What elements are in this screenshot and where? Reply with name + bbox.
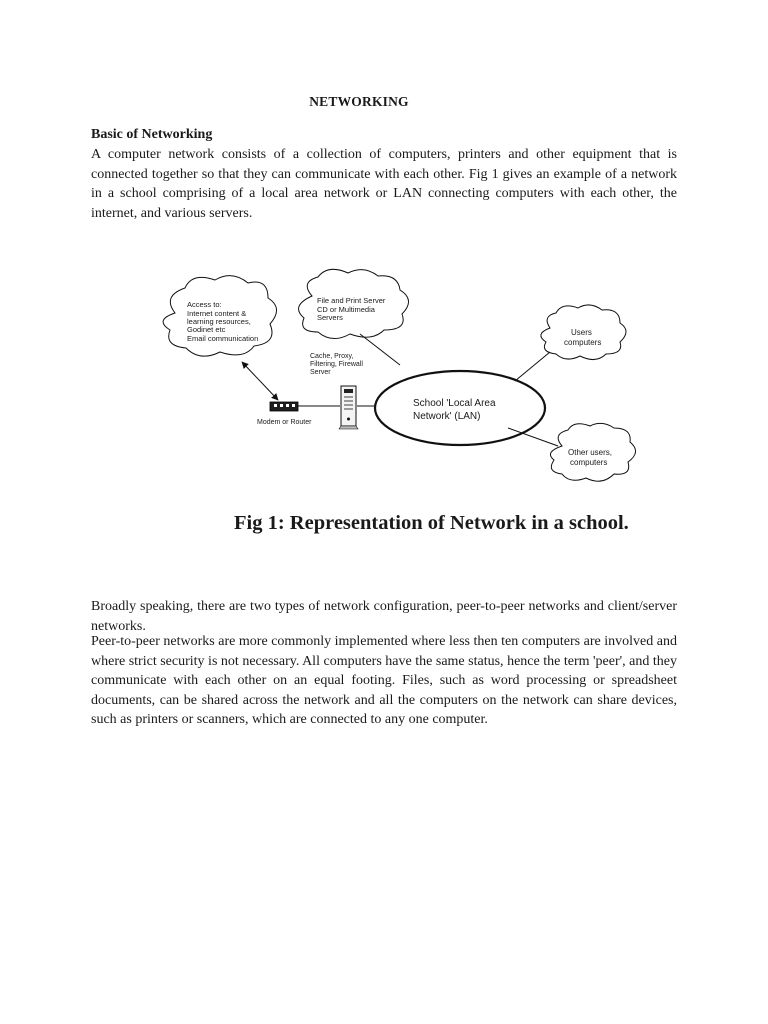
server-label-line-2: Filtering, Firewall — [310, 361, 363, 368]
other-users-line-2: computers — [570, 458, 608, 467]
svg-text:Access to:Internet content &le — [187, 300, 258, 343]
access-cloud-line-2: Internet content & — [187, 309, 247, 318]
access-cloud-line-3: learning resources, — [187, 317, 251, 326]
network-types-paragraph: Broadly speaking, there are two types of network configuration, peer-to-peer networks and client/server networks. — [91, 599, 677, 634]
svg-text:File and Print ServerCD or Mul — [317, 296, 386, 322]
network-diagram-svg — [150, 268, 640, 500]
server-label-line-1: Cache, Proxy, — [310, 353, 354, 360]
link-lan-users — [515, 352, 550, 381]
modem-label: Modem or Router — [257, 419, 312, 426]
svg-text:Userscomputers — [564, 328, 601, 347]
section-heading: Basic of Networking — [91, 127, 213, 142]
svg-text:Other users,computers — [568, 448, 612, 467]
link-modem-access-arrow — [242, 362, 278, 400]
server-label-line-3: Server — [310, 369, 331, 376]
access-cloud-line-5: Email communication — [187, 334, 259, 343]
network-diagram — [150, 268, 640, 500]
link-lan-file-server — [360, 334, 400, 365]
svg-text:Cache, Proxy,Filtering, Firewa — [310, 353, 363, 376]
users-line-1: Users — [571, 328, 592, 337]
users-line-2: computers — [564, 338, 602, 347]
lan-line-1: School 'Local Area — [413, 398, 496, 409]
peer-to-peer-paragraph: Peer-to-peer networks are more commonly implemented where less then ten computers are involved and where strict security is not necessary. All computers have the same status, hence the term 'peer', and they communicate with each other on an equal footing. Files, such as word processing or spreadsheet documents, can be shared across the network and all the computers on the network can share devices, such as printers or scanners, which are connected to any one computer. — [91, 634, 677, 727]
lan-line-2: Network' (LAN) — [413, 411, 481, 422]
intro-paragraph: A computer network consists of a collection of computers, printers and other equipment that is connected together so that they can communicate with each other. Fig 1 gives an example of a network in a school comprising of a local area network or LAN connecting computers with each other, the internet, and various servers. — [91, 147, 677, 221]
figure-caption: Fig 1: Representation of Network in a school. — [234, 512, 629, 534]
access-cloud-line-1: Access to: — [187, 300, 222, 309]
file-server-line-1: File and Print Server — [317, 296, 386, 305]
svg-text:School 'Local AreaNetwork' (LA — [413, 398, 496, 422]
document-title: NETWORKING — [309, 94, 409, 109]
modem-router-icon — [270, 402, 298, 411]
access-cloud-line-4: Godinet etc — [187, 325, 226, 334]
server-tower-icon — [339, 386, 358, 429]
file-server-line-2: CD or Multimedia — [317, 305, 375, 314]
file-server-line-3: Servers — [317, 313, 343, 322]
other-users-line-1: Other users, — [568, 448, 613, 457]
